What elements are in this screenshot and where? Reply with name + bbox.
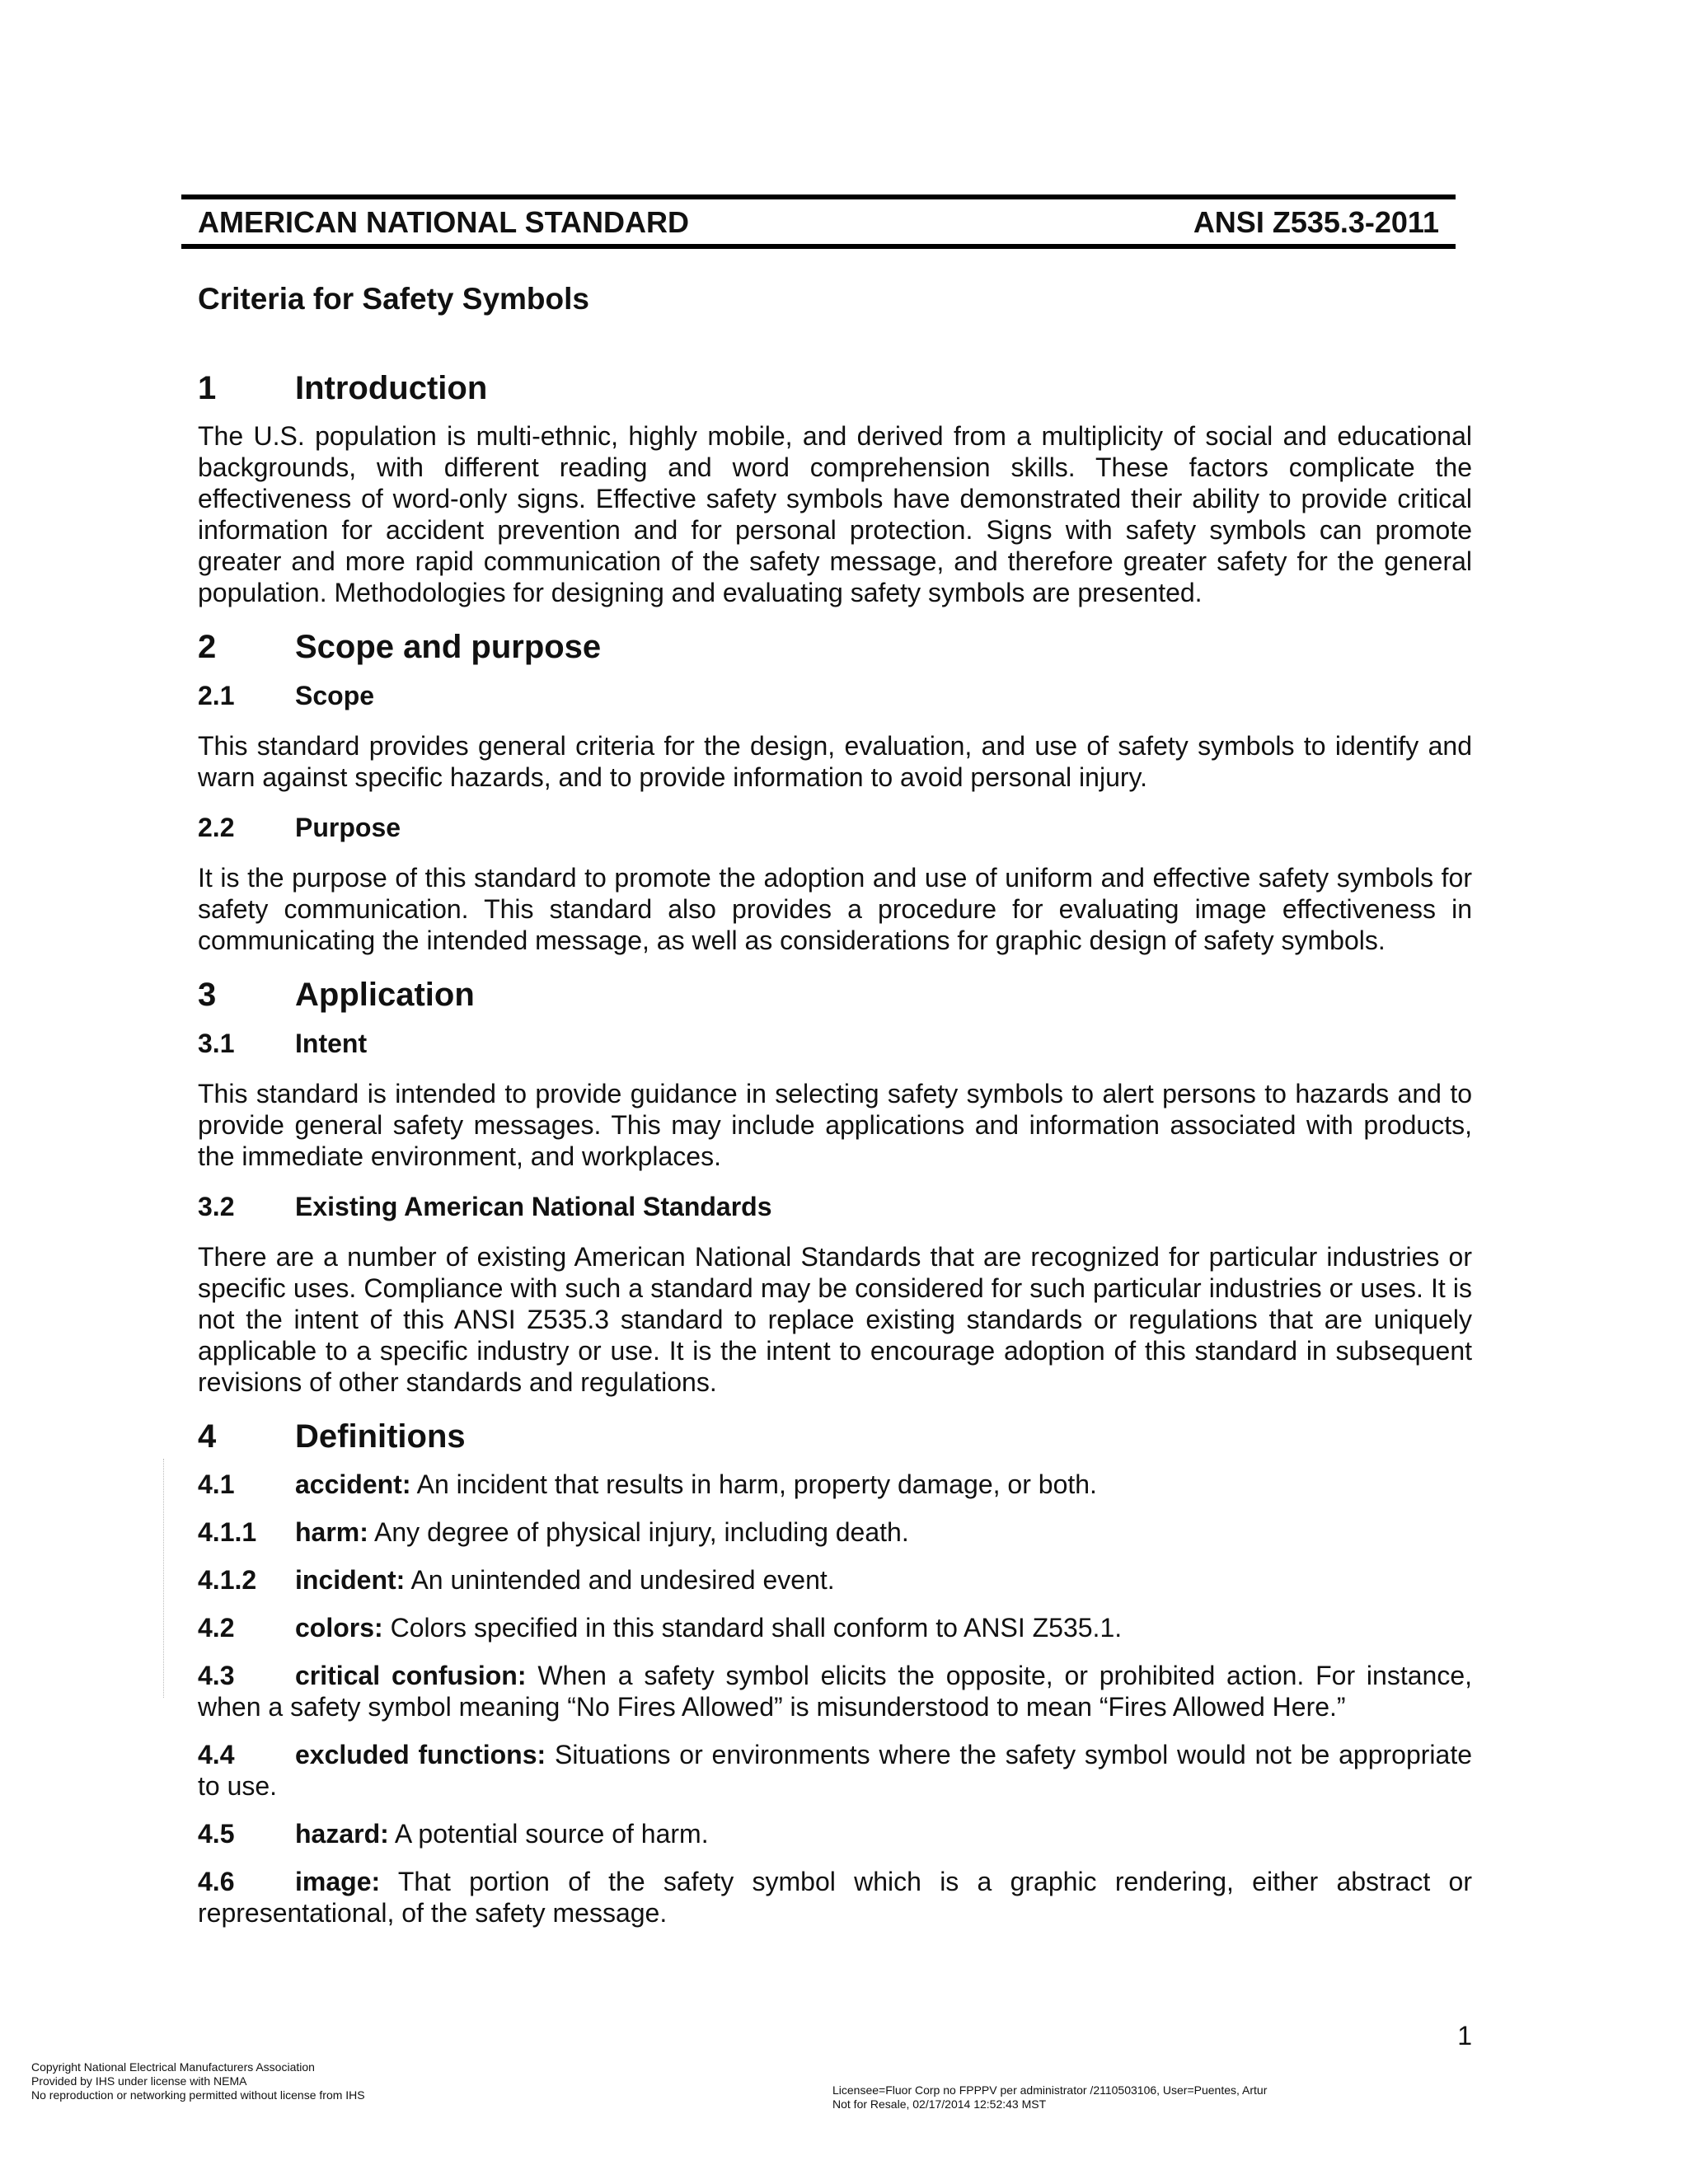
definition-text: That portion of the safety symbol which is a graphic rendering, either abstract or representational, of the safety message. (198, 1867, 1472, 1928)
subsection-number: 3.2 (198, 1192, 235, 1221)
section-title: Definitions (295, 1418, 466, 1455)
definition-text: Situations or environments where the safety symbol would not be appropriate to use. (198, 1740, 1473, 1801)
margin-marks (163, 1459, 167, 1698)
definition-item (198, 1660, 1472, 1722)
definition-number: 4.2 (198, 1613, 235, 1643)
section-number: 3 (198, 977, 217, 1013)
introduction-paragraph: The U.S. population is multi-ethnic, highly mobile, and derived from a multiplicity of social and educational backgrounds, with different reading and word comprehension skills. These factors complicate the effectiveness of word-only signs. Effective safety symbols have demonstrated their ability to provide critical information for accident prevention and for personal protection. Signs with safety symbols can promote greater and more rapid communication of the safety message, and therefore greater safety for the general population. Methodologies for designing and evaluating safety symbols are presented. (198, 421, 1472, 607)
subsection-heading-purpose (198, 811, 1472, 844)
footer-copyright (31, 2060, 365, 2102)
section-heading-application (198, 974, 1472, 1015)
section-number: 4 (198, 1418, 217, 1455)
section-title: Application (295, 977, 475, 1013)
subsection-heading-existing-standards (198, 1190, 1472, 1223)
definition-text: A potential source of harm. (388, 1819, 709, 1849)
definition-term: accident: (295, 1469, 411, 1499)
footer-line: Not for Resale, 02/17/2014 12:52:43 MST (832, 2097, 1047, 2111)
footer-line: Copyright National Electrical Manufacturers Association (31, 2060, 315, 2074)
page-number: 1 (1457, 2021, 1472, 2050)
section-title: Introduction (295, 370, 488, 406)
section-heading-scope-and-purpose (198, 626, 1472, 668)
definition-text: An unintended and undesired event. (405, 1565, 835, 1595)
definition-item (198, 1612, 1472, 1643)
definition-term: harm: (295, 1517, 368, 1547)
scope-paragraph: This standard provides general criteria for the design, evaluation, and use of safety symbols to identify and warn against specific hazards, and to provide information to avoid personal injury. (198, 731, 1472, 792)
subsection-heading-intent (198, 1027, 1472, 1060)
existing-standards-paragraph: There are a number of existing American National Standards that are recognized for particular industries or specific uses. Compliance with such a standard may be considered for such particular industries or uses. It is not the intent of this ANSI Z535.3 standard to replace existing standards or regulations that are uniquely applicable to a specific industry or use. It is the intent to encourage adoption of this standard in subsequent revisions of other standards and regulations. (198, 1242, 1472, 1397)
header-rule-top (181, 194, 1456, 199)
standard-header (181, 194, 1456, 249)
purpose-paragraph: It is the purpose of this standard to promote the adoption and use of uniform and effective safety symbols for safety communication. This standard also provides a procedure for evaluating image effectiveness in communicating the intended message, as well as considerations for graphic design of safety symbols. (198, 863, 1472, 955)
definition-term: excluded functions: (295, 1740, 546, 1769)
definition-item (198, 1818, 1472, 1849)
definition-number: 4.4 (198, 1740, 235, 1769)
footer-line: No reproduction or networking permitted without license from IHS (31, 2088, 365, 2102)
definition-term: hazard: (295, 1819, 389, 1849)
section-heading-definitions (198, 1416, 1472, 1457)
subsection-title: Purpose (295, 813, 401, 842)
definition-term: image: (295, 1867, 381, 1896)
definition-number: 4.1 (198, 1469, 235, 1499)
definition-text: When a safety symbol elicits the opposite, or prohibited action. For instance, when a safety symbol meaning “No Fires Allowed” is misunderstood to mean “Fires Allowed Here.” (198, 1661, 1473, 1722)
intent-paragraph: This standard is intended to provide guidance in selecting safety symbols to alert persons to hazards and to provide general safety messages. This may include applications and information associated with products, the immediate environment, and workplaces. (198, 1079, 1472, 1171)
subsection-title: Existing American National Standards (295, 1192, 772, 1221)
footer-license (832, 2083, 1267, 2111)
section-heading-introduction (198, 368, 1472, 409)
definition-text: An incident that results in harm, property damage, or both. (410, 1469, 1097, 1499)
definition-item (198, 1564, 1472, 1596)
footer-line: Licensee=Fluor Corp no FPPPV per administrator /2110503106, User=Puentes, Artur (832, 2083, 1268, 2097)
header-rule-bottom (181, 244, 1456, 249)
definition-term: critical confusion: (295, 1661, 527, 1690)
document-body (198, 280, 1472, 1945)
definition-number: 4.6 (198, 1867, 235, 1896)
definition-number: 4.3 (198, 1661, 235, 1690)
definition-item (198, 1866, 1472, 1929)
footer-line: Provided by IHS under license with NEMA (31, 2074, 247, 2088)
document-title: Criteria for Safety Symbols (198, 282, 589, 316)
definition-item (198, 1516, 1472, 1548)
header-standard-label: AMERICAN NATIONAL STANDARD (198, 205, 689, 239)
header-standard-number: ANSI Z535.3-2011 (1193, 205, 1439, 239)
definition-term: colors: (295, 1613, 383, 1643)
definition-number: 4.5 (198, 1819, 235, 1849)
definition-item (198, 1739, 1472, 1802)
definition-text: Any degree of physical injury, including death. (368, 1517, 909, 1547)
definition-number: 4.1.2 (198, 1565, 257, 1595)
subsection-title: Scope (295, 681, 375, 710)
subsection-title: Intent (295, 1029, 368, 1058)
definition-text: Colors specified in this standard shall conform to ANSI Z535.1. (382, 1613, 1123, 1643)
subsection-number: 2.1 (198, 681, 235, 710)
section-number: 1 (198, 370, 217, 406)
definition-item (198, 1469, 1472, 1500)
section-title: Scope and purpose (295, 629, 602, 665)
subsection-number: 2.2 (198, 813, 235, 842)
subsection-heading-scope (198, 679, 1472, 712)
section-number: 2 (198, 629, 217, 665)
subsection-number: 3.1 (198, 1029, 235, 1058)
definition-number: 4.1.1 (198, 1517, 257, 1547)
definition-term: incident: (295, 1565, 406, 1595)
